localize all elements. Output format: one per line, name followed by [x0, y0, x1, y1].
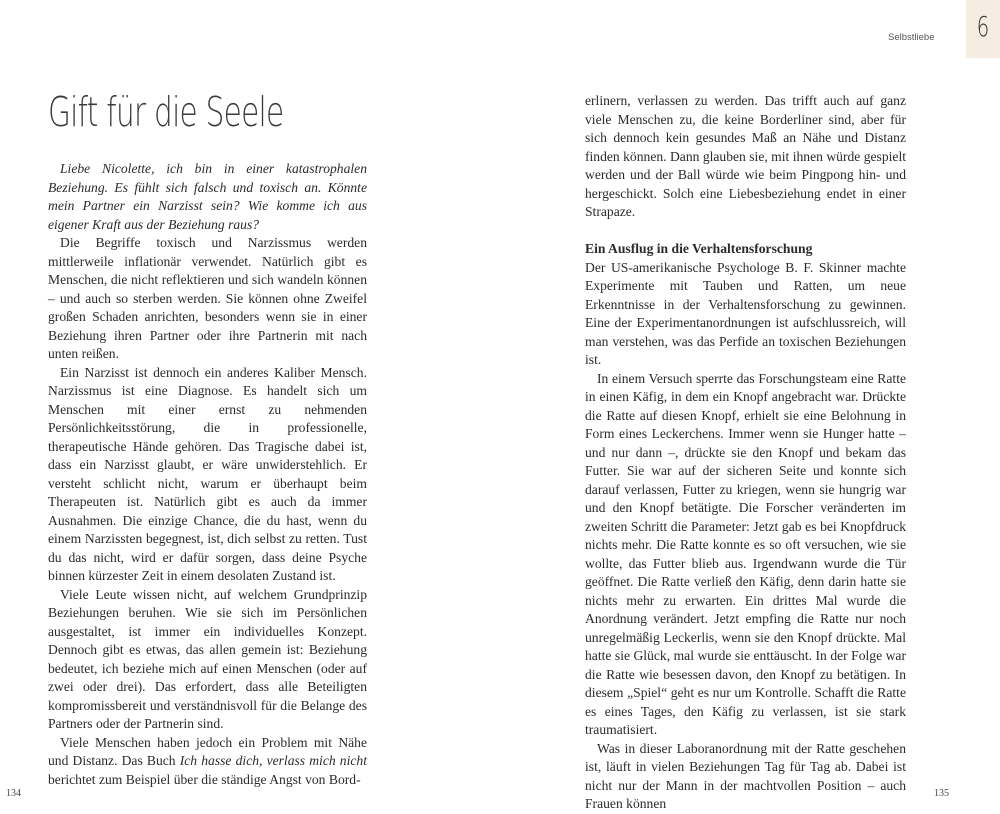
left-text-column [48, 160, 367, 789]
chapter-number: 6 [976, 10, 990, 43]
body-paragraph: Der US-amerikanische Psychologe B. F. Skinner machte Experimente mit Tauben und Ratten, um neue Erkenntnisse in der Verhaltensforschung zu gewinnen. Eine der Experimentanordnungen ist aufschlussreich, will man verstehen, was das Perfide an toxischen Beziehungen ist. [585, 259, 906, 367]
continued-paragraph: erlinern, verlassen zu werden. Das trifft auch auf ganz viele Menschen zu, die keine Borderliner sind, aber für sich dennoch kein gesundes Maß an Nähe und Distanz finden können. Dann glauben sie, mit ihnen würde gespielt werden und der Ball würde wie beim Pingpong hin- und hergeschickt. Solch eine Liebesbeziehung endet in einer Strapaze. [585, 93, 906, 219]
chapter-tab [966, 0, 1000, 58]
section-heading: Ein Ausflug in die Verhaltensforschung [585, 241, 813, 256]
body-paragraph: Ein Narzisst ist dennoch ein anderes Kaliber Mensch. Narzissmus ist eine Diagnose. Es handelt sich um Menschen mit einer ernst zu nehmenden Persönlichkeitsstörung, die in professionelle, therapeutische Hände gehören. Das Tragische dabei ist, dass ein Narzisst glaubt, er wäre unwiderstehlich. Er versteht schlicht nicht, warum er überhaupt beim Therapeuten ist. Natürlich gibt es auch da immer Ausnahmen. Die einzige Chance, die du hast, wenn du einem Narzissten begegnest, ist, dich selbst zu retten. Tust du das nicht, wird er dafür sorgen, dass deine Psyche binnen kürzester Zeit in einem desolaten Zustand ist. [48, 364, 367, 583]
body-paragraph: In einem Versuch sperrte das Forschungsteam eine Ratte in einen Käfig, in dem ein Knopf angebracht war. Drückte die Ratte auf diesen Knopf, erhielt sie eine Belohnung in Form eines Leckerchens. Immer wenn sie Hunger hatte – und nur dann –, drückte sie den Knopf und bekam das Futter. Sie war auf der sicheren Seite und konnte sich darauf verlassen, Futter zu kriegen, wenn sie hungrig war und den Knopf betätigte. Die Forscher veränderten im zweiten Schritt die Parameter: Jetzt gab es bei Knopfdruck nichts mehr. Die Ratte konnte es so oft versuchen, wie sie wollte, das Futter blieb aus. Irgendwann wurde die Tür geöffnet. Die Ratte verließ den Käfig, denn darin hatte sie nichts mehr zu erwarten. Ein drittes Mal wurde die Anordnung verändert. Jetzt empfing die Ratte nur noch unregelmäßig Leckerlis, wenn sie den Knopf drückte. Mal hatte sie Glück, mal wurde sie enttäuscht. In der Folge war die Ratte wie besessen davon, den Knopf zu betätigen. In diesem „Spiel“ geht es nur um Kontrolle. Schafft die Ratte es eines Tages, den Käfig zu verlassen, ist sie stark traumatisiert. [585, 370, 906, 737]
body-paragraph: Was in dieser Laboranordnung mit der Ratte geschehen ist, läuft in vielen Beziehungen Tag für Tag ab. Dabei ist nicht nur der Mann in der machtvollen Position – auch Frauen können [585, 740, 906, 811]
book-title: Ich hasse dich, verlass mich nicht [179, 753, 367, 768]
text-run: Viele Menschen haben jedoch ein Problem mit Nähe und Distanz. Das Buch [48, 734, 367, 768]
body-paragraph: Viele Leute wissen nicht, auf welchem Grundprinzip Beziehungen beruhen. Wie sie sich im Persönlichen ausgestaltet, ist immer ein individuelles Konzept. Dennoch gibt es etwas, das allen gemein ist: Beziehung bedeutet, ich beziehe mich auf einen Menschen (oder auf zwei oder drei). Das erfordert, dass alle Beteiligten kompromissbereit und verständnisvoll für die Belange des Partners oder der Partnerin sind. [48, 586, 367, 731]
running-head: Selbstliebe [888, 32, 935, 43]
body-paragraph: Die Begriffe toxisch und Narzissmus werden mittlerweile inflationär verwendet. Natürlich gibt es Menschen, die nicht reflektieren und sich wandeln können – und auch so sterben werden. Sie können ohne Zweifel großen Schaden anrichten, besonders wenn sie in einer Beziehung ihren Partner oder ihre Partnerin mit nach unten reißen. [48, 235, 367, 361]
text-run: berichtet zum Beispiel über die ständige Angst von Bord- [48, 771, 361, 787]
page-number-left: 134 [6, 788, 21, 799]
chapter-title: Gift für die Seele [48, 88, 284, 136]
left-page [0, 0, 500, 800]
right-text-column [585, 92, 906, 814]
page-number-right: 135 [934, 788, 949, 799]
body-paragraph [48, 734, 367, 790]
reader-question: Liebe Nicolette, ich bin in einer katastrophalen Beziehung. Es fühlt sich falsch und toxisch an. Könnte mein Partner ein Narzisst sein? Wie komme ich aus eigener Kraft aus der Beziehung raus? [48, 161, 367, 232]
